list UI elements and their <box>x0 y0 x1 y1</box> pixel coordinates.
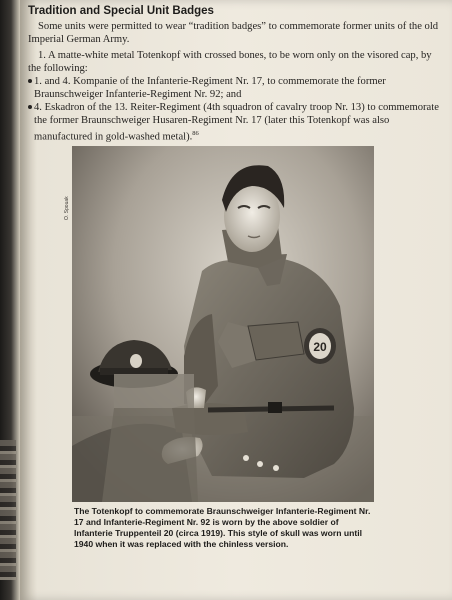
book-page <box>20 0 452 600</box>
shoulder-badge-number: 20 <box>313 340 327 354</box>
bullet-item-2 <box>34 101 440 144</box>
item-one-paragraph: 1. A matte-white metal Totenkopf with crossed bones, to be worn only on the visored cap, by the following: <box>28 50 432 74</box>
bullet-icon <box>28 79 32 83</box>
section-heading: Tradition and Special Unit Badges <box>28 5 214 17</box>
footnote-marker: 86 <box>192 130 199 137</box>
intro-paragraph: Some units were permitted to wear “tradition badges” to commemorate former units of the old Imperial German Army. <box>28 21 439 45</box>
photo-caption: The Totenkopf to commemorate Braunschweiger Infanterie-Regiment Nr. 17 and Infanterie-Regiment Nr. 92 is worn by the above soldier of Infanterie Truppenteil 20 (circa 1919). This style of skull was worn until 1940 when it was replaced with the chinless version. <box>74 506 371 549</box>
bullet-text: 1. and 4. Kompanie of the Infanterie-Regiment Nr. 17, to commemorate the former Braunschweiger Infanterie-Regiment Nr. 92; and <box>34 76 386 100</box>
adjacent-page-photo-sliver <box>0 440 16 580</box>
bullet-icon <box>28 105 32 109</box>
photo-credit: O. Spouak <box>64 196 70 220</box>
soldier-photo-illustration <box>72 146 374 502</box>
bullet-item-1 <box>34 75 440 101</box>
soldier-photograph <box>72 146 374 502</box>
adjacent-page-edge <box>0 0 20 600</box>
bullet-text: 4. Eskadron of the 13. Reiter-Regiment (4th squadron of cavalry troop Nr. 13) to commemorate the former Braunschweiger Husaren-Regiment Nr. 17 (later this Totenkopf was also manufactured in gold-washed metal). <box>34 102 439 143</box>
